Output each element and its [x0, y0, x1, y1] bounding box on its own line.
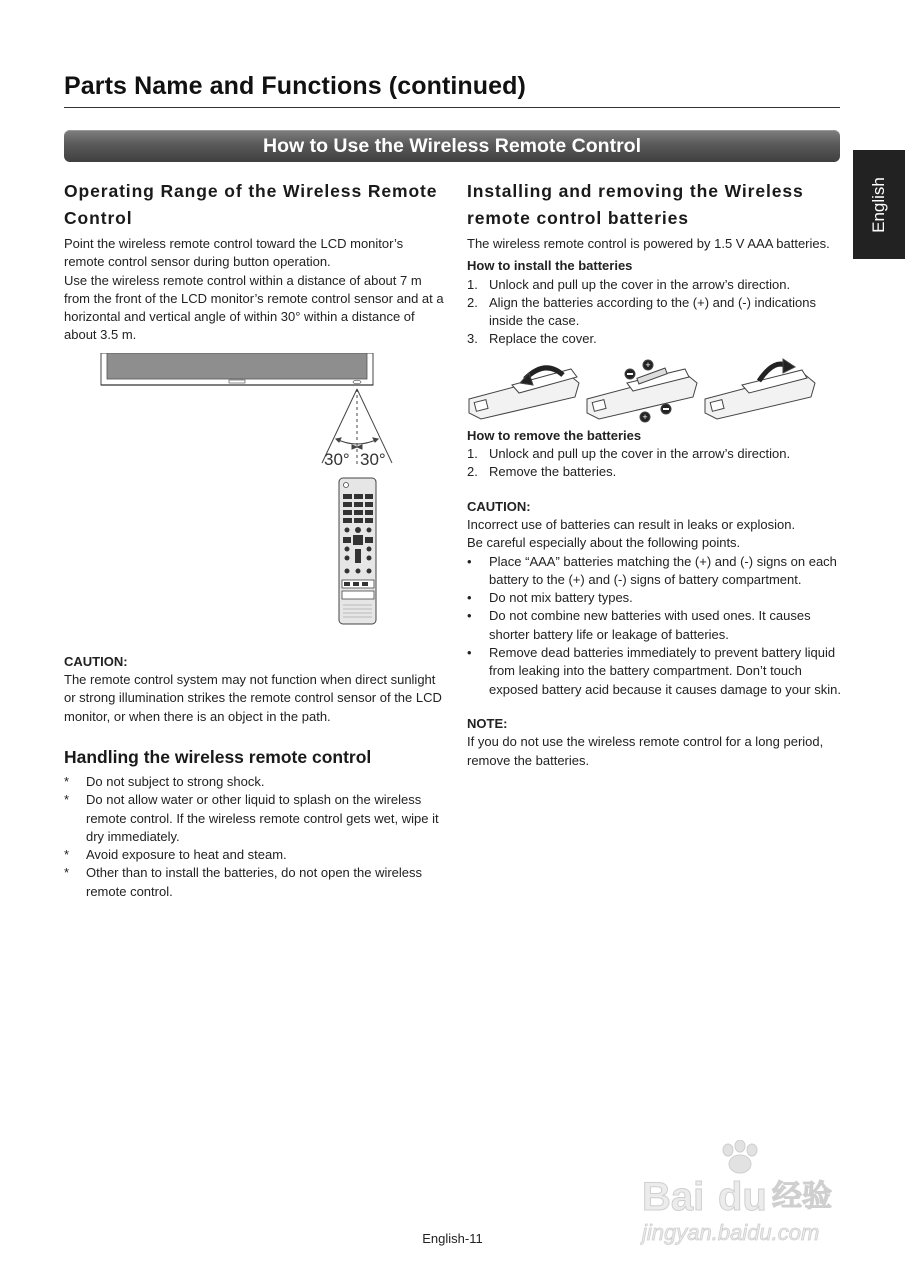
remote-open-icon — [469, 368, 579, 419]
title-rule — [64, 107, 840, 108]
battery-figure — [467, 355, 845, 425]
baidu-watermark-logo — [640, 1140, 855, 1250]
install-steps — [467, 276, 845, 349]
install-heading-line2: remote control batteries — [467, 208, 689, 228]
left-caution-text: The remote control system may not function when direct sunlight or strong illumination strikes the remote control sensor of the LCD monitor, or when there is an object in the path. — [64, 672, 442, 724]
list-item: 2. Remove the batteries. — [467, 464, 617, 480]
left-column — [64, 178, 444, 901]
monitor-remote-illustration — [64, 353, 444, 653]
list-item: * Do not allow water or other liquid to splash on the wireless remote control. If the wireless remote control gets wet, wipe it dry immediately. — [64, 792, 439, 844]
install-label: How to install the batteries — [467, 258, 633, 274]
remove-label: How to remove the batteries — [467, 427, 642, 443]
page-title: Parts Name and Functions (continued) — [64, 72, 526, 100]
remove-steps — [467, 445, 845, 482]
operating-range-text-2: Use the wireless remote control within a distance of about 7 m from the front of the LCD monitor’s remote control sensor and at a horizontal and vertical angle of within 30° within a distance of about 3.5 m. — [64, 272, 444, 343]
install-heading — [467, 178, 845, 232]
list-item: 1. Unlock and pull up the cover in the arrow’s direction. — [467, 446, 791, 462]
install-heading-line1: Installing and removing the Wireless — [467, 181, 804, 201]
svg-text:+: + — [642, 411, 648, 422]
svg-text:经验: 经验 — [772, 1179, 832, 1214]
list-marker: * — [64, 773, 70, 789]
list-item: • Do not combine new batteries with used ones. It causes shorter battery life or leakage of batteries. — [467, 608, 811, 642]
angle-left-label: 30° — [324, 449, 350, 469]
operating-range-heading-line1: Operating Range of the Wireless Remote — [64, 181, 438, 201]
list-item: 1. Unlock and pull up the cover in the arrow’s direction. — [467, 276, 791, 292]
banner-title: How to Use the Wireless Remote Control — [263, 135, 641, 157]
list-item: * Other than to install the batteries, do not open the wireless remote control. — [64, 865, 423, 899]
list-item: • Remove dead batteries immediately to prevent battery liquid from leaking into the battery compartment. Don’t touch exposed battery acid because it causes damage to your skin. — [467, 645, 841, 697]
monitor-icon — [101, 353, 373, 385]
battery-steps-illustration — [467, 355, 845, 425]
language-tab — [853, 150, 905, 259]
operating-range-figure — [64, 353, 444, 653]
note-text: If you do not use the wireless remote control for a long period, remove the batteries. — [467, 734, 824, 768]
operating-range-heading-line2: Control — [64, 208, 133, 228]
left-caution-label: CAUTION: — [64, 653, 128, 669]
page-footer: English-11 — [422, 1231, 483, 1246]
handling-list — [64, 773, 444, 901]
list-marker: * — [64, 847, 70, 863]
language-tab-label: English — [869, 176, 888, 233]
svg-text:Bai: Bai — [642, 1175, 705, 1219]
operating-range-text-1: Point the wireless remote control toward the LCD monitor’s remote control sensor during button operation. — [64, 236, 404, 270]
list-item: • Do not mix battery types. — [467, 590, 633, 606]
list-item: 2. Align the batteries according to the (+) and (-) indications inside the case. — [467, 294, 816, 329]
svg-text:jingyan.baidu.com: jingyan.baidu.com — [642, 1220, 820, 1245]
power-text: The wireless remote control is powered by 1.5 V AAA batteries. — [467, 236, 830, 251]
list-marker: * — [64, 792, 70, 808]
remote-batteries-icon — [587, 360, 697, 422]
list-item: 3. Replace the cover. — [467, 331, 597, 347]
handling-heading: Handling the wireless remote control — [64, 746, 372, 767]
list-item: • Place “AAA” batteries matching the (+) and (-) signs on each battery to the (+) and (-) signs of battery compartment. — [467, 553, 837, 587]
caution-list — [467, 553, 845, 699]
remote-close-icon — [705, 359, 815, 419]
list-item: * Do not subject to strong shock. — [64, 773, 444, 791]
svg-text:du: du — [718, 1175, 767, 1219]
list-item: * Avoid exposure to heat and steam. — [64, 846, 444, 864]
angle-right-label: 30° — [360, 449, 386, 469]
right-column — [467, 178, 845, 770]
right-caution-label: CAUTION: — [467, 498, 531, 514]
svg-text:+: + — [645, 359, 651, 370]
section-banner — [64, 130, 840, 162]
operating-range-heading — [64, 178, 444, 232]
note-label: NOTE: — [467, 715, 508, 731]
remote-control-icon — [339, 478, 376, 624]
right-caution-text-1: Incorrect use of batteries can result in leaks or explosion. — [467, 516, 796, 532]
list-marker: * — [64, 865, 70, 881]
right-caution-text-2: Be careful especially about the following points. — [467, 535, 741, 551]
